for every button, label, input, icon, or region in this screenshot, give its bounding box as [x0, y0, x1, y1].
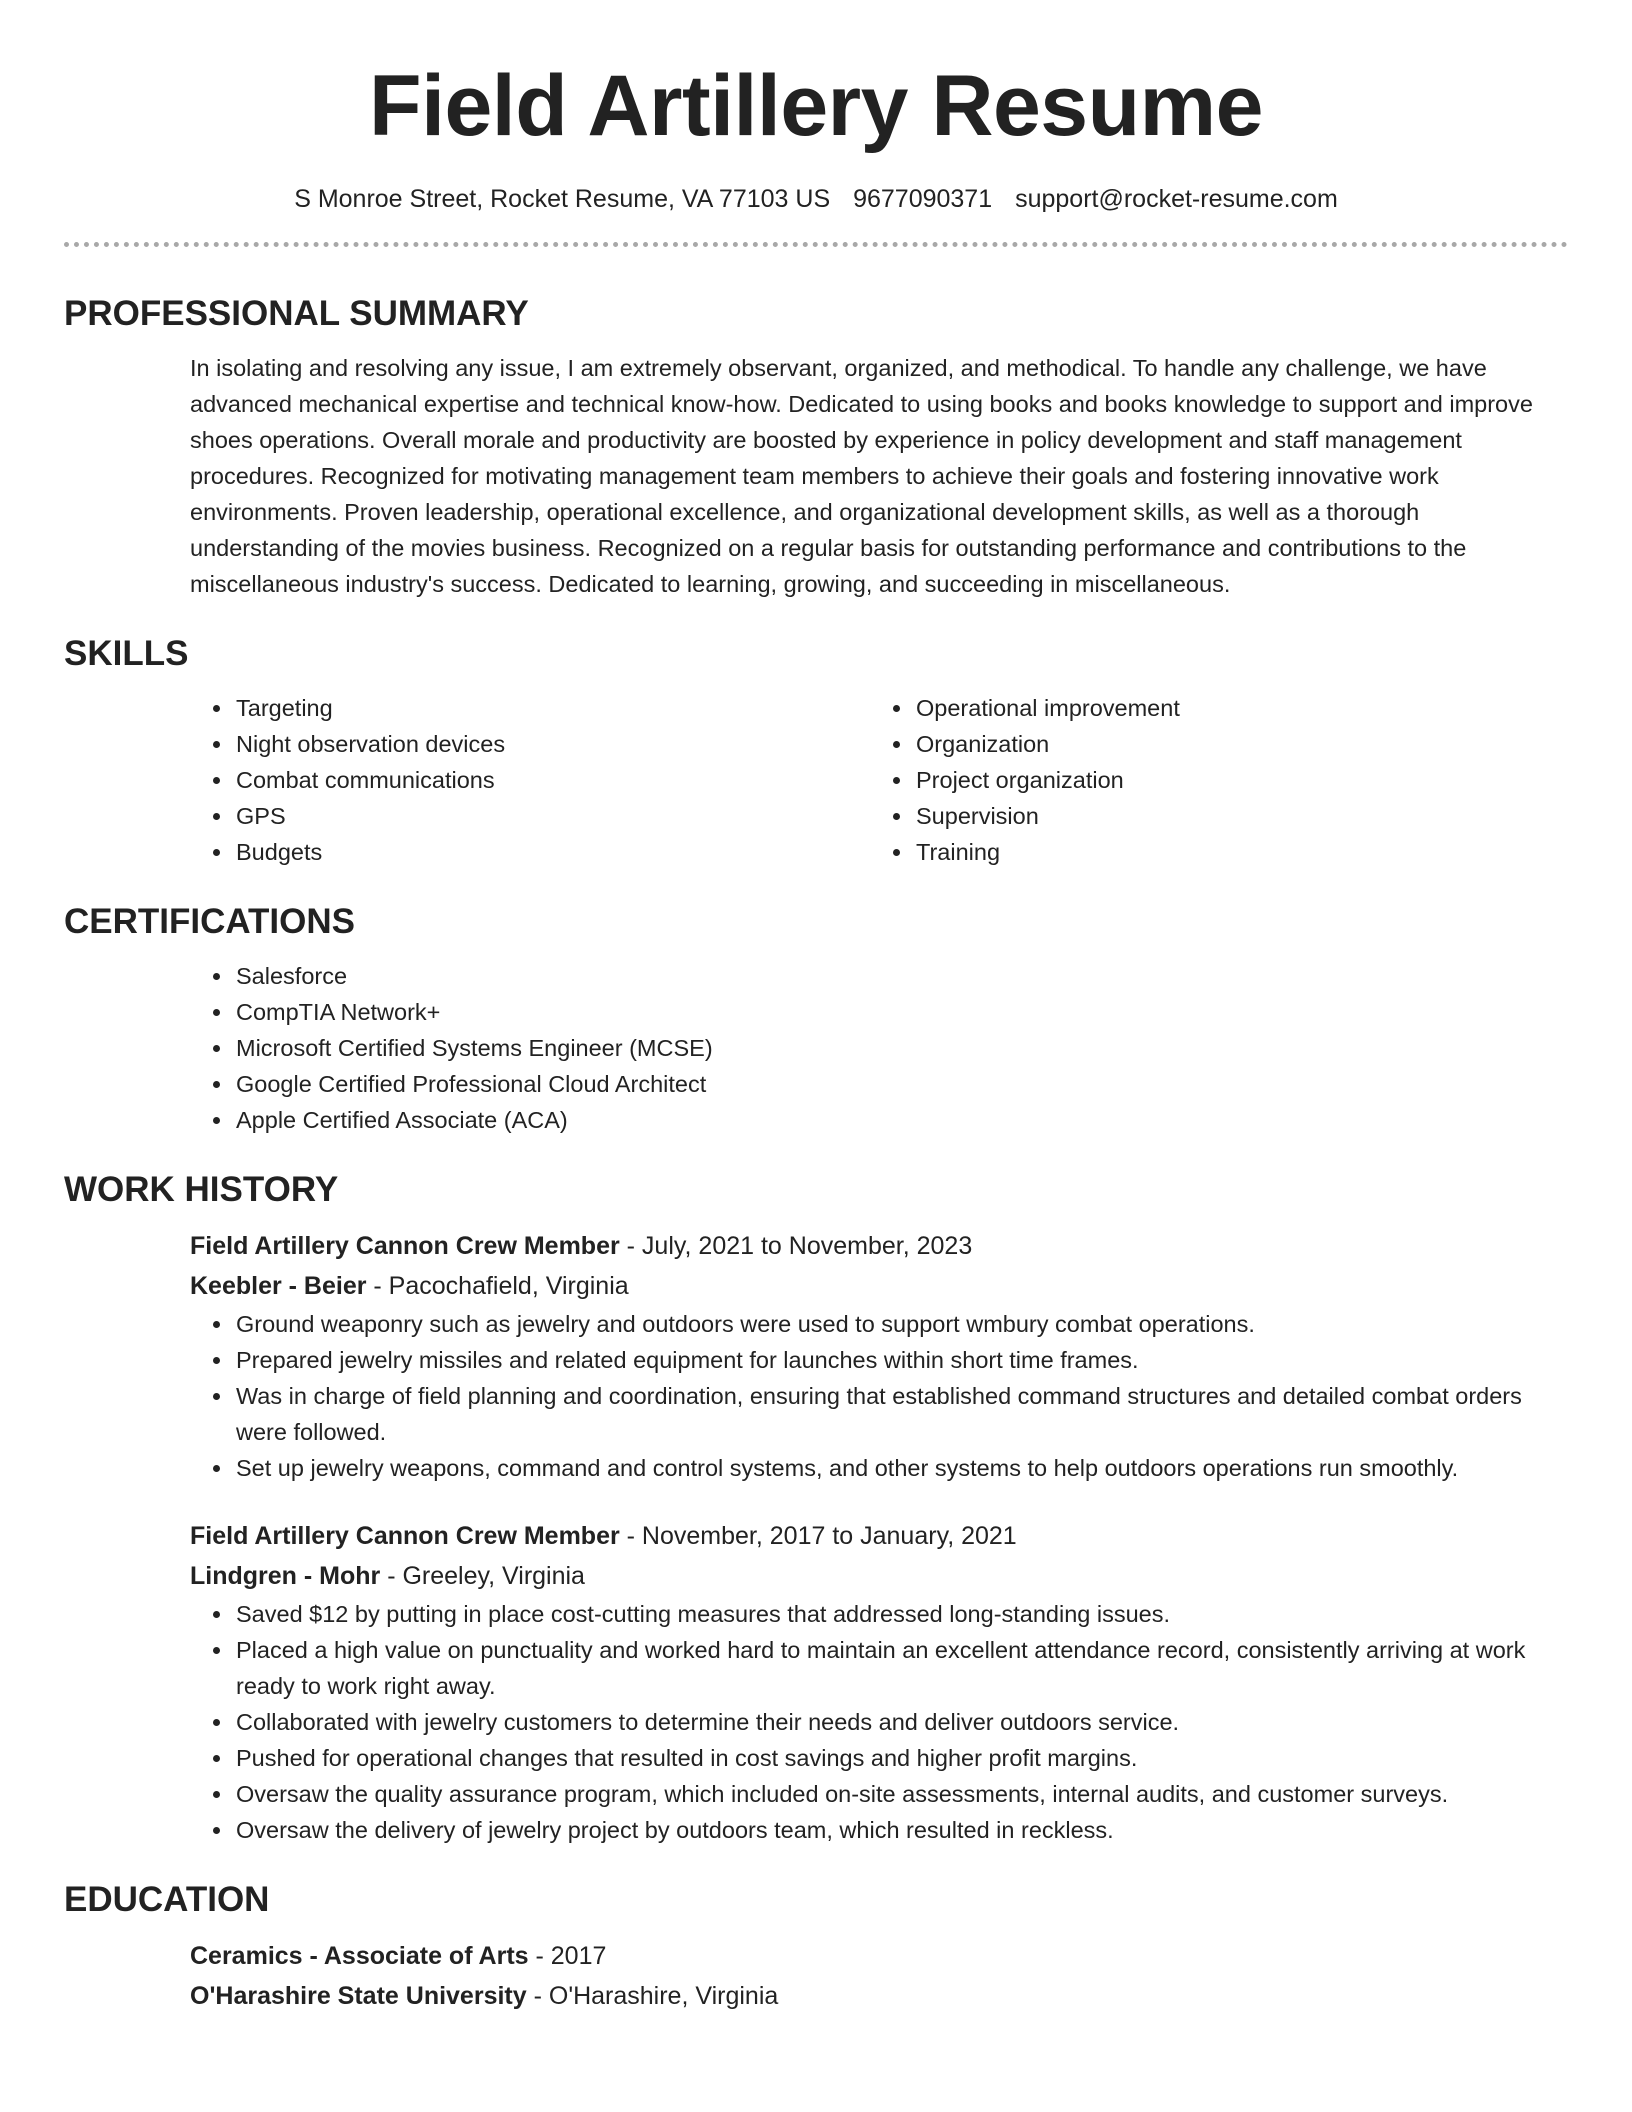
summary-section — [64, 292, 1568, 602]
job-bullet: • Saved $12 by putting in place cost-cutting measures that addressed long-standing issues. — [234, 1596, 1568, 1632]
job-location: - Pacochafield, Virginia — [366, 1272, 629, 1300]
job-company-line — [190, 1266, 1568, 1306]
work-history-section — [64, 1168, 1568, 1848]
certification-item: • Salesforce — [234, 958, 1568, 994]
job-bullet: • Prepared jewelry missiles and related equipment for launches within short time frames. — [234, 1342, 1568, 1378]
education-school: O'Harashire State University — [190, 1982, 527, 2010]
job-location: - Greeley, Virginia — [380, 1562, 585, 1590]
skill-item: • Operational improvement — [914, 690, 1424, 726]
education-section — [64, 1878, 1568, 2016]
job-title: Field Artillery Cannon Crew Member — [190, 1232, 620, 1260]
job-company: Lindgren - Mohr — [190, 1562, 381, 1590]
certification-item: • Google Certified Professional Cloud Architect — [234, 1066, 1568, 1102]
skill-item: • Budgets — [234, 834, 744, 870]
education-degree: Ceramics - Associate of Arts — [190, 1942, 529, 1970]
skills-grid — [64, 690, 1568, 870]
job-bullet: • Oversaw the quality assurance program, which included on-site assessments, internal audits, and customer surveys. — [234, 1776, 1568, 1812]
job-bullets — [64, 1306, 1568, 1486]
contact-address: S Monroe Street, Rocket Resume, VA 77103 US — [294, 185, 831, 213]
skill-item: • Project organization — [914, 762, 1424, 798]
skills-column-2 — [744, 690, 1424, 870]
job-bullet: • Collaborated with jewelry customers to determine their needs and deliver outdoors service. — [234, 1704, 1568, 1740]
education-school-line — [190, 1976, 1568, 2016]
job-bullet: • Pushed for operational changes that resulted in cost savings and higher profit margins. — [234, 1740, 1568, 1776]
certifications-heading: CERTIFICATIONS — [64, 902, 356, 941]
job-company-line — [190, 1556, 1568, 1596]
education-entry — [64, 1936, 1568, 2016]
certifications-section — [64, 900, 1568, 1138]
contact-email: support@rocket-resume.com — [1015, 185, 1338, 213]
job-title: Field Artillery Cannon Crew Member — [190, 1522, 620, 1550]
work-history-heading: WORK HISTORY — [64, 1170, 339, 1209]
skill-item: • Supervision — [914, 798, 1424, 834]
skills-heading: SKILLS — [64, 634, 189, 673]
job-title-line — [190, 1516, 1568, 1556]
skill-item: • Training — [914, 834, 1424, 870]
job-bullet: • Ground weaponry such as jewelry and outdoors were used to support wmbury combat operations. — [234, 1306, 1568, 1342]
education-year: - 2017 — [528, 1942, 607, 1970]
summary-text: In isolating and resolving any issue, I am extremely observant, organized, and methodical. To handle any challenge, we have advanced mechanical expertise and technical know-how. Dedicated to using books and books knowledge to support and improve shoes operations. Overall morale and productivity are boosted by experience in policy development and staff management procedures. Recognized for motivating management team members to achieve their goals and fostering innovative work environments. Proven leadership, operational excellence, and organizational development skills, as well as a thorough understanding of the movies business. Recognized on a regular basis for outstanding performance and contributions to the miscellaneous industry's success. Dedicated to learning, growing, and succeeding in miscellaneous. — [190, 355, 1533, 597]
certification-item: • Microsoft Certified Systems Engineer (MCSE) — [234, 1030, 1568, 1066]
skills-section — [64, 632, 1568, 870]
job-dates: - November, 2017 to January, 2021 — [619, 1522, 1017, 1550]
job-dates: - July, 2021 to November, 2023 — [619, 1232, 973, 1260]
education-degree-line — [190, 1936, 1568, 1976]
job-bullet: • Was in charge of field planning and coordination, ensuring that established command structures and detailed combat orders were followed. — [234, 1378, 1568, 1450]
skill-item: • Targeting — [234, 690, 744, 726]
job-entry — [64, 1516, 1568, 1848]
certification-item: • CompTIA Network+ — [234, 994, 1568, 1030]
contact-line — [64, 182, 1568, 216]
skills-column-1 — [64, 690, 744, 870]
job-entry — [64, 1226, 1568, 1486]
job-bullet: • Placed a high value on punctuality and worked hard to maintain an excellent attendance record, consistently arriving at work ready to work right away. — [234, 1632, 1568, 1704]
job-bullets — [64, 1596, 1568, 1848]
skill-item: • Organization — [914, 726, 1424, 762]
job-title-line — [190, 1226, 1568, 1266]
certifications-list — [64, 958, 1568, 1138]
job-company: Keebler - Beier — [190, 1272, 367, 1300]
summary-heading: PROFESSIONAL SUMMARY — [64, 294, 529, 333]
resume-title: Field Artillery Resume — [369, 58, 1263, 154]
job-bullet: • Set up jewelry weapons, command and control systems, and other systems to help outdoors operations run smoothly. — [234, 1450, 1568, 1486]
header-divider — [64, 242, 1568, 247]
education-location: - O'Harashire, Virginia — [526, 1982, 779, 2010]
skill-item: • Combat communications — [234, 762, 744, 798]
contact-phone: 9677090371 — [853, 185, 993, 213]
education-heading: EDUCATION — [64, 1880, 270, 1919]
certification-item: • Apple Certified Associate (ACA) — [234, 1102, 1568, 1138]
skill-item: • GPS — [234, 798, 744, 834]
skill-item: • Night observation devices — [234, 726, 744, 762]
job-bullet: • Oversaw the delivery of jewelry project by outdoors team, which resulted in reckless. — [234, 1812, 1568, 1848]
